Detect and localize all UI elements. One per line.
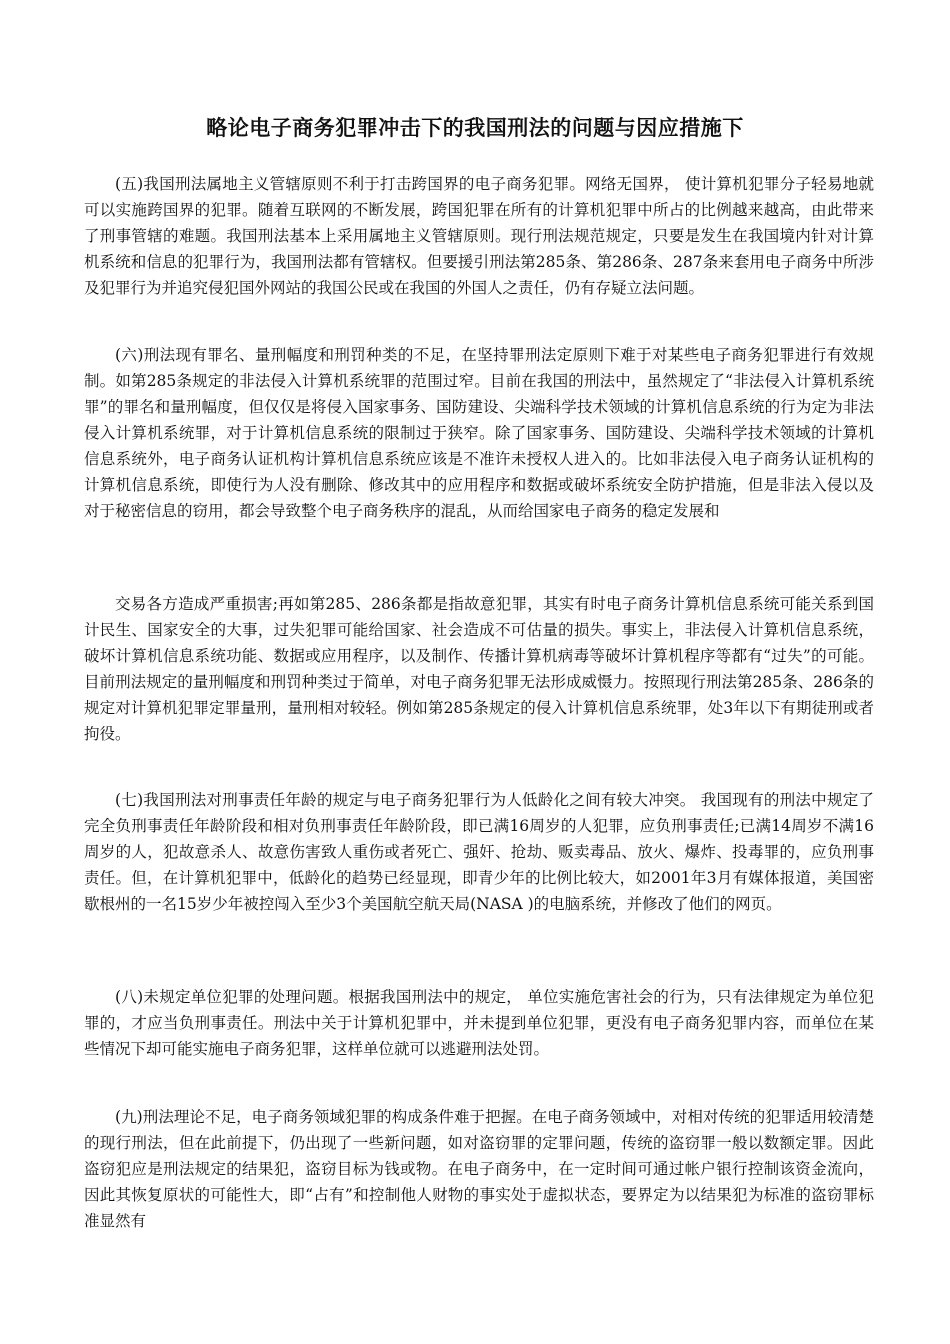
paragraph-6-charges: (六)刑法现有罪名、量刑幅度和刑罚种类的不足，在坚持罪刑法定原则下难于对某些电子商务犯罪进行有效规制。如第285条规定的非法侵入计算机系统罪的范围过窄。目前在我国的刑法中，虽然规定了“非法侵入计算机系统罪”的罪名和量刑幅度，但仅仅是将侵入国家事务、国防建设、尖端科学技术领域的计算机信息系统的行为定为非法侵入计算机系统罪，对于计算机信息系统的限制过于狭窄。除了国家事务、国防建设、尖端科学技术领域的计算机信息系统外，电子商务认证机构计算机信息系统应该是不准许未授权人进入的。比如非法侵入电子商务认证机构的计算机信息系统，即使行为人没有删除、修改其中的应用程序和数据或破坏系统安全防护措施，但是非法入侵以及对于秘密信息的窃用，都会导致整个电子商务秩序的混乱，从而给国家电子商务的稳定发展和 <box>84 346 874 520</box>
paragraph-7-age: (七)我国刑法对刑事责任年龄的规定与电子商务犯罪行为人低龄化之间有较大冲突。 我国现有的刑法中规定了完全负刑事责任年龄阶段和相对负刑事责任年龄阶段，即已满16周岁的人犯罪，应负刑事责任;已满14周岁不满16周岁的人，犯故意杀人、故意伤害致人重伤或者死亡、强奸、抢劫、贩卖毒品、放火、爆炸、投毒罪的，应负刑事责任。但，在计算机犯罪中，低龄化的趋势已经显现，即青少年的比例比较大，如2001年3月有媒体报道，美国密歇根州的一名15岁少年被控闯入至少3个美国航空航天局(NASA )的电脑系统，并修改了他们的网页。 <box>84 791 874 913</box>
paragraph-6-continued: 交易各方造成严重损害;再如第285、286条都是指故意犯罪，其实有时电子商务计算机信息系统可能关系到国计民生、国家安全的大事，过失犯罪可能给国家、社会造成不可估量的损失。事实上，非法侵入计算机信息系统，破坏计算机信息系统功能、数据或应用程序，以及制作、传播计算机病毒等破坏计算机程序等都有“过失”的可能。目前刑法规定的量刑幅度和刑罚种类过于简单，对电子商务犯罪无法形成威慑力。按照现行刑法第285条、286条的规定对计算机犯罪定罪量刑，量刑相对较轻。例如第285条规定的侵入计算机信息系统罪，处3年以下有期徒刑或者拘役。 <box>84 595 874 743</box>
document-title: 略论电子商务犯罪冲击下的我国刑法的问题与因应措施下 <box>206 116 744 140</box>
paragraph-9-theory: (九)刑法理论不足，电子商务领域犯罪的构成条件难于把握。在电子商务领域中，对相对传统的犯罪适用较清楚的现行刑法，但在此前提下，仍出现了一些新问题，如对盗窃罪的定罪问题，传统的盗窃罪一般以数额定罪。因此盗窃犯应是刑法规定的结果犯，盗窃目标为钱或物。在电子商务中，在一定时间可通过帐户银行控制该资金流向，因此其恢复原状的可能性大，即“占有”和控制他人财物的事实处于虚拟状态，要界定为以结果犯为标准的盗窃罪标准显然有 <box>84 1108 874 1230</box>
paragraph-8-unit-crime: (八)未规定单位犯罪的处理问题。根据我国刑法中的规定， 单位实施危害社会的行为，只有法律规定为单位犯罪的，才应当负刑事责任。刑法中关于计算机犯罪中，并未提到单位犯罪，更没有电子商务犯罪内容，而单位在某些情况下却可能实施电子商务犯罪，这样单位就可以逃避刑法处罚。 <box>84 988 874 1058</box>
paragraph-5-jurisdiction: (五)我国刑法属地主义管辖原则不利于打击跨国界的电子商务犯罪。网络无国界， 使计算机犯罪分子轻易地就可以实施跨国界的犯罪。随着互联网的不断发展，跨国犯罪在所有的计算机犯罪中所占的比例越来越高，由此带来了刑事管辖的难题。我国刑法基本上采用属地主义管辖原则。现行刑法规范规定，只要是发生在我国境内针对计算机系统和信息的犯罪行为，我国刑法都有管辖权。但要援引刑法第285条、第286条、287条来套用电子商务中所涉及犯罪行为并追究侵犯国外网站的我国公民或在我国的外国人之责任，仍有存疑立法问题。 <box>84 175 874 297</box>
